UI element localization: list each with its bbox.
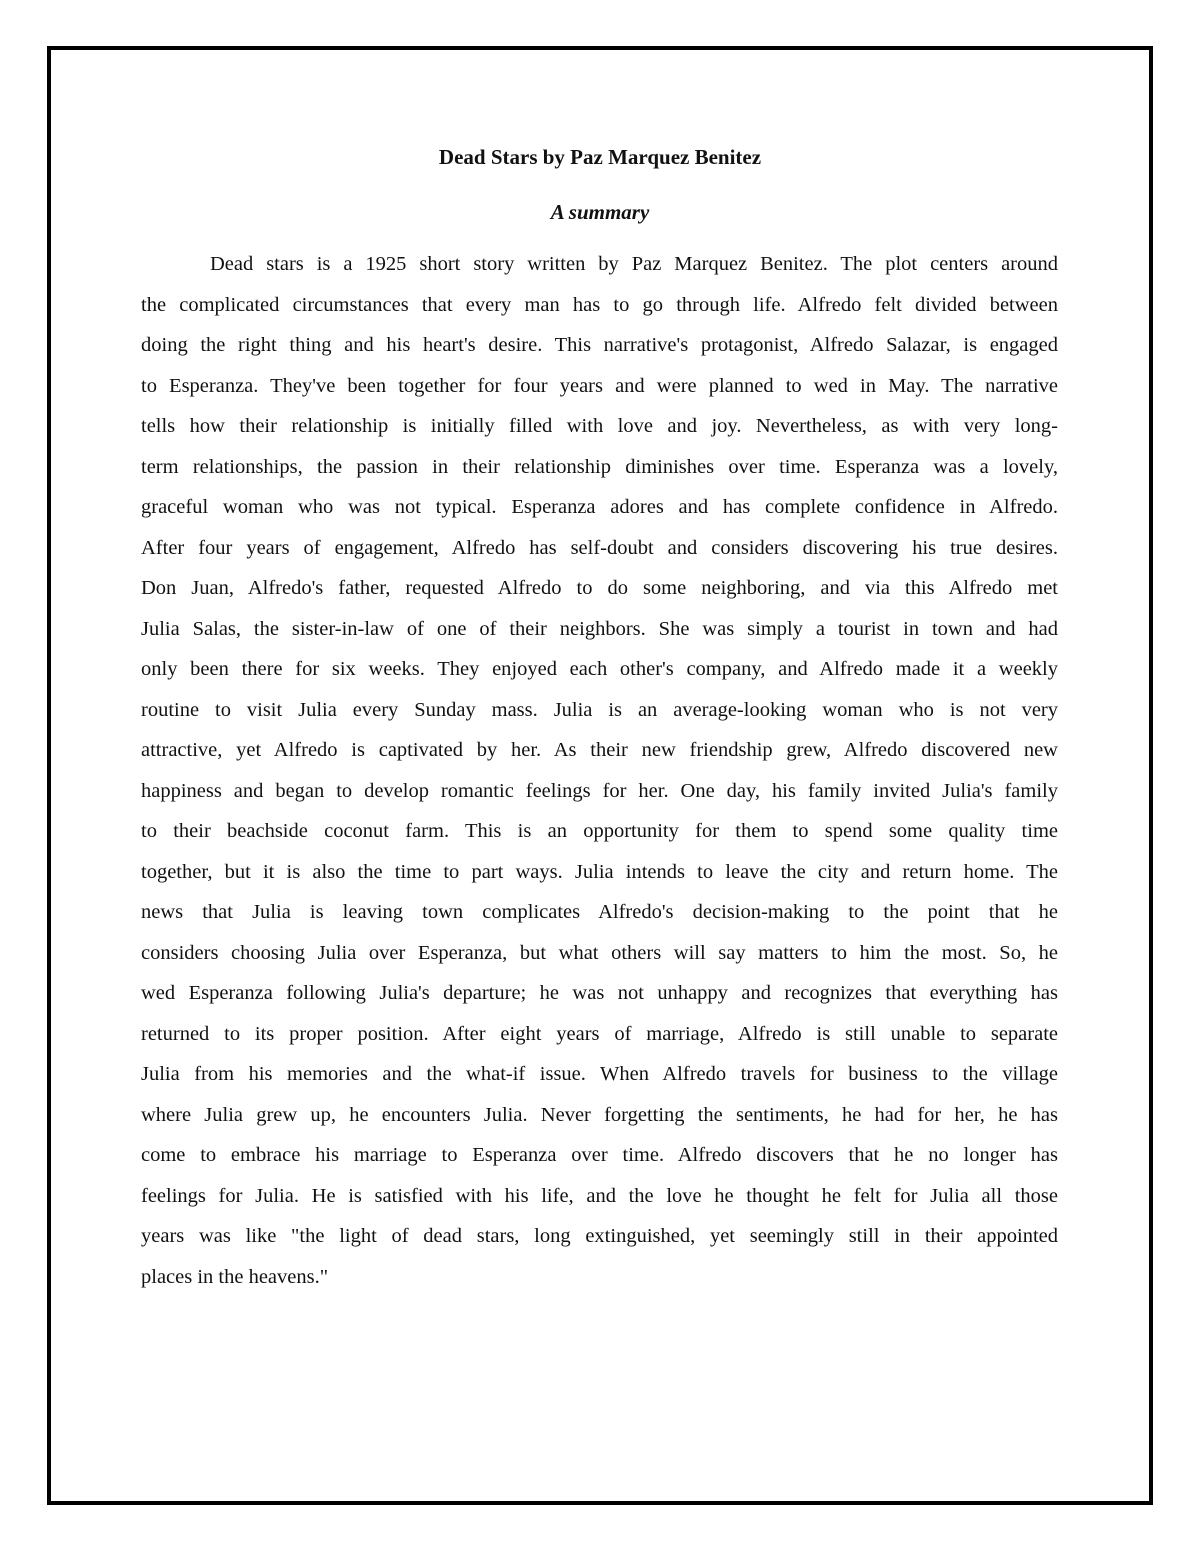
document-title: Dead Stars by Paz Marquez Benitez [438, 145, 762, 169]
paragraph-line [141, 737, 1058, 778]
paragraph-line-text: attractive, yet Alfredo is captivated by her. As their new friendship grew, Alfredo discovered new [141, 739, 1058, 761]
paragraph-line [141, 332, 1058, 373]
paragraph-line [141, 1264, 1058, 1305]
paragraph-line-text: together, but it is also the time to part ways. Julia intends to leave the city and return home. The [141, 860, 1058, 883]
paragraph-line-text: come to embrace his marriage to Esperanza over time. Alfredo discovers that he no longer has [141, 1144, 1058, 1166]
paragraph-line-text: Don Juan, Alfredo's father, requested Alfredo to do some neighboring, and via this Alfredo met [141, 577, 1058, 599]
paragraph-line [141, 859, 1058, 900]
paragraph-line [141, 616, 1058, 657]
paragraph-line [141, 940, 1058, 981]
paragraph-line [141, 656, 1058, 697]
paragraph-line-text: Julia from his memories and the what-if issue. When Alfredo travels for business to the village [141, 1063, 1058, 1085]
paragraph-line [141, 251, 1058, 292]
paragraph-line [141, 818, 1058, 859]
paragraph-line [141, 980, 1058, 1021]
paragraph-line [141, 292, 1058, 333]
paragraph-line-text: feelings for Julia. He is satisfied with his life, and the love he thought he felt for Julia all those [141, 1184, 1058, 1207]
paragraph-line [141, 1102, 1058, 1143]
paragraph-line-text: term relationships, the passion in their relationship diminishes over time. Esperanza was a lovely, [141, 455, 1058, 478]
paragraph-line [141, 575, 1058, 616]
paragraph-line [141, 1061, 1058, 1102]
paragraph-line-text: Julia Salas, the sister-in-law of one of their neighbors. She was simply a tourist in town and had [141, 617, 1058, 640]
paragraph-line [141, 1183, 1058, 1224]
document-subtitle: A summary [550, 200, 650, 224]
summary-paragraph [141, 251, 1058, 1304]
paragraph-line-text: considers choosing Julia over Esperanza, but what others will say matters to him the most. So, he [141, 941, 1058, 964]
paragraph-line [141, 454, 1058, 495]
paragraph-line [141, 1142, 1058, 1183]
paragraph-line-text: Dead stars is a 1925 short story written by Paz Marquez Benitez. The plot centers around [210, 253, 1058, 275]
paragraph-line-text: only been there for six weeks. They enjoyed each other's company, and Alfredo made it a weekly [141, 658, 1058, 680]
paragraph-line-text: returned to its proper position. After eight years of marriage, Alfredo is still unable to separate [141, 1022, 1058, 1045]
paragraph-line [141, 1021, 1058, 1062]
paragraph-line-text: routine to visit Julia every Sunday mass. Julia is an average-looking woman who is not very [141, 698, 1058, 721]
paragraph-line-text: to Esperanza. They've been together for four years and were planned to wed in May. The narrative [141, 374, 1058, 397]
paragraph-line [141, 413, 1058, 454]
paragraph-line [141, 1223, 1058, 1264]
paragraph-line-text: happiness and began to develop romantic feelings for her. One day, his family invited Julia's family [141, 779, 1058, 802]
paragraph-line-text: graceful woman who was not typical. Esperanza adores and has complete confidence in Alfredo. [141, 496, 1058, 518]
paragraph-line [141, 535, 1058, 576]
paragraph-line [141, 899, 1058, 940]
paragraph-line-text: places in the heavens." [141, 1265, 329, 1288]
paragraph-line-text: to their beachside coconut farm. This is an opportunity for them to spend some quality time [141, 820, 1058, 842]
paragraph-line-text: tells how their relationship is initially filled with love and joy. Nevertheless, as with very long- [141, 415, 1058, 437]
paragraph-line-text: wed Esperanza following Julia's departure; he was not unhappy and recognizes that everything has [141, 982, 1058, 1004]
paragraph-line [141, 697, 1058, 738]
paragraph-line-text: years was like "the light of dead stars, long extinguished, yet seemingly still in their appointed [141, 1225, 1058, 1247]
paragraph-line [141, 373, 1058, 414]
paragraph-line-text: the complicated circumstances that every man has to go through life. Alfredo felt divided between [141, 293, 1058, 316]
paragraph-line-text: where Julia grew up, he encounters Julia. Never forgetting the sentiments, he had for her, he has [141, 1103, 1058, 1126]
paragraph-line [141, 778, 1058, 819]
paragraph-line-text: After four years of engagement, Alfredo has self-doubt and considers discovering his true desires. [141, 536, 1058, 559]
paragraph-line-text: doing the right thing and his heart's desire. This narrative's protagonist, Alfredo Salazar, is engaged [141, 334, 1058, 356]
paragraph-line [141, 494, 1058, 535]
paragraph-line-text: news that Julia is leaving town complicates Alfredo's decision-making to the point that he [141, 901, 1058, 923]
